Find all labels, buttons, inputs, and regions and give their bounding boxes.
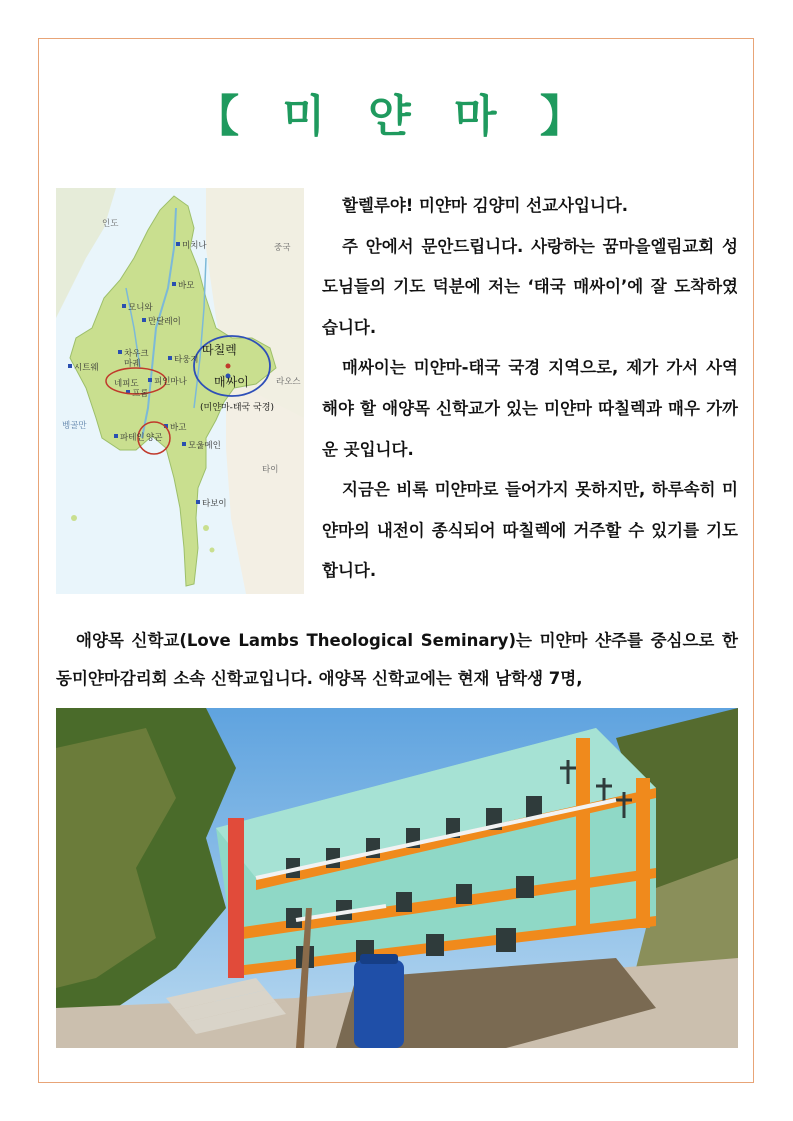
label-bago: 바고 [170,423,187,433]
intro-text [322,186,738,592]
label-bhamo: 바모 [178,281,195,291]
label-india: 인도 [102,219,119,229]
seminary-paragraph: 애양목 신학교(Love Lambs Theological Seminary)는 미얀마 샨주를 중심으로 한 동미얀마감리회 소속 신학교입니다. 애양목 신학교에는 현재 남학생 7명, [56,631,738,688]
label-taunggyi: 타웅지 [174,355,199,365]
label-mandalay: 만달레이 [148,317,181,327]
seminary-building-photo [56,708,738,1048]
label-border-note: (미얀마-태국 국경) [200,403,274,413]
label-magway: 마궤 [124,359,141,369]
label-china: 중국 [274,243,291,253]
label-dawei: 타보이 [202,499,227,509]
label-myitkyina: 미치나 [182,241,207,251]
page-title: 【 미 얀 마 】 [195,91,598,142]
label-naypyidaw: 네피도 [114,379,139,389]
label-bay: 벵골만 [62,421,87,431]
myanmar-map [56,188,304,594]
intro-paragraph: 주 안에서 문안드립니다. 사랑하는 꿈마을엘림교회 성도님들의 기도 덕분에 저는 ‘태국 매싸이’에 잘 도착하였습니다. [322,236,738,337]
label-pyinmana: 피인마나 [154,377,187,387]
label-maesai: 매싸이 [214,375,249,389]
label-prome: 프롬 [132,389,149,399]
intro-paragraph: 지금은 비록 미얀마로 들어가지 못하지만, 하루속히 미얀마의 내전이 종식되어 따칠렉에 거주할 수 있기를 기도합니다. [322,480,738,581]
water-tank [354,954,404,1048]
seminary-text [56,622,738,698]
label-yangon: 양곤 [146,433,163,443]
label-mawlamyine: 모울메인 [188,441,221,451]
label-laos: 라오스 [276,377,301,387]
label-pathein: 파테인 [120,433,145,443]
label-tachileik: 따칠렉 [202,343,237,357]
label-chauk: 차우크 [124,349,149,359]
label-monywa: 모니와 [128,303,153,313]
intro-paragraph: 할렐루야! 미얀마 김양미 선교사입니다. [342,196,629,215]
intro-paragraph: 매싸이는 미얀마-태국 국경 지역으로, 제가 가서 사역해야 할 애양목 신학교가 있는 미얀마 따칠렉과 매우 가까운 곳입니다. [322,358,738,459]
label-thailand: 타이 [262,465,279,475]
label-sittwe: 시트웨 [74,363,99,373]
